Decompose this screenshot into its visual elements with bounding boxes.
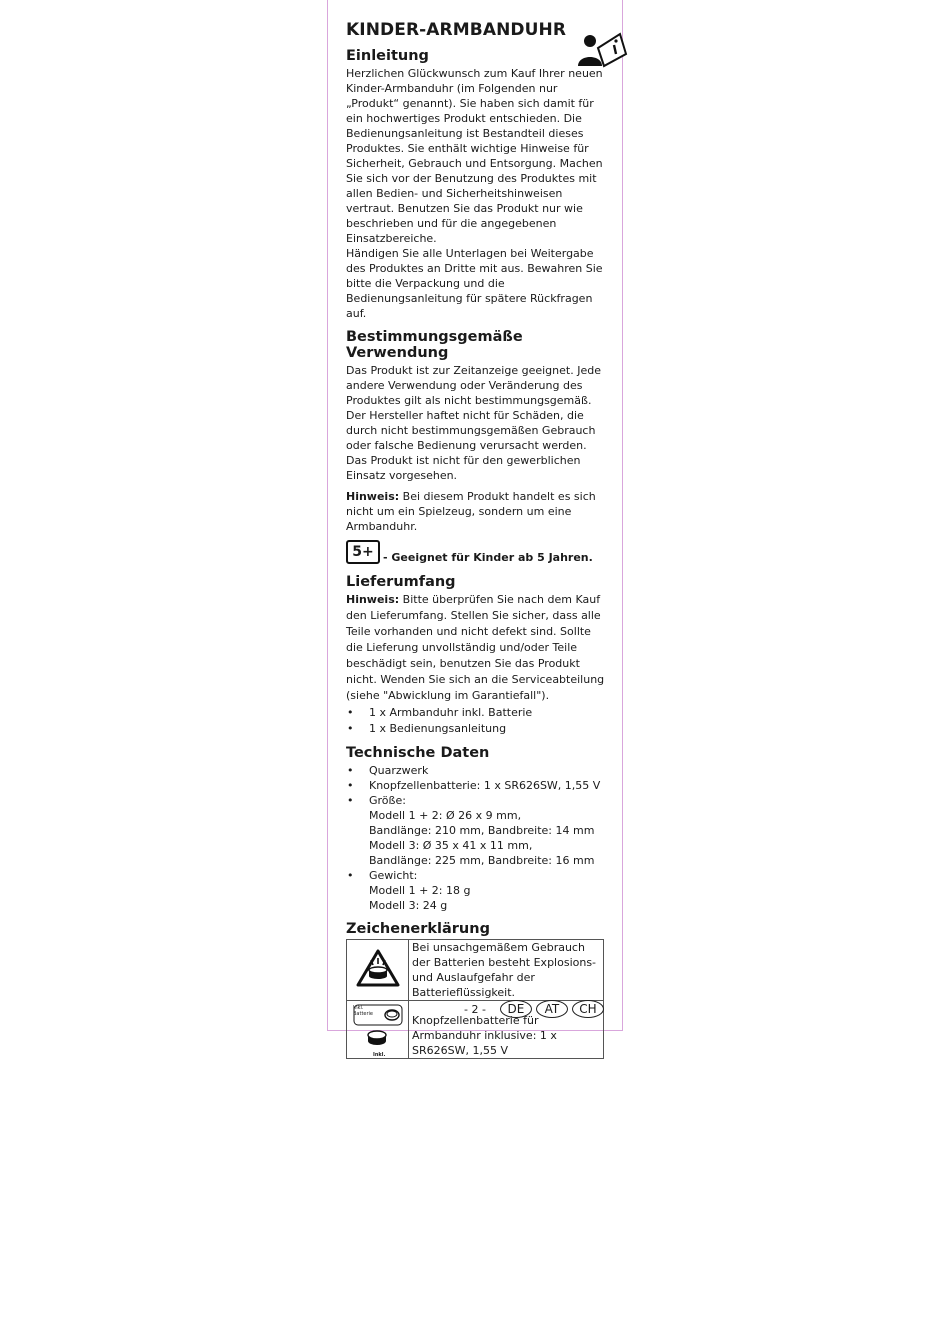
- list-item: [346, 778, 608, 793]
- age-recommendation: [346, 540, 608, 564]
- intended-use-heading: Bestimmungsgemäße Verwendung: [346, 329, 523, 361]
- note-label: Hinweis:: [346, 490, 400, 503]
- introduction-paragraph: Herzlichen Glückwunsch zum Kauf Ihrer neuen Kinder-Armbanduhr (im Folgenden nur „Produkt“ genannt). Sie haben sich damit für ein hochwertiges Produkt entschieden. Die Bedienungsanleitung ist Bestandteil dieses Produktes. Sie enthält wichtige Hinweise für Sicherheit, Gebrauch und Entsorgung. Machen Sie sich vor der Benutzung des Produktes mit allen Bedien- und Sicherheitshinweisen vertraut. Benutzen Sie das Produkt nur wie beschrieben und für die angegebenen Einsatzbereiche.: [346, 67, 603, 245]
- section-symbols: [346, 921, 608, 1059]
- page-title: KINDER-ARMBANDUHR: [346, 20, 567, 40]
- bullet: •: [347, 722, 354, 735]
- note-text: Bitte überprüfen Sie nach dem Kauf den Lieferumfang. Stellen Sie sicher, dass alle Teile vorhanden und nicht defekt sind. Sollte die Lieferung unvollständig und/oder Teile beschädigt sein, benutzen Sie das Produkt nicht. Wenden Sie sich an die Serviceabteilung (siehe "Abwicklung im Garantiefall").: [346, 593, 605, 702]
- country-code-at: AT: [536, 1000, 568, 1018]
- tech-item: Quarzwerk: [369, 764, 429, 777]
- bullet: •: [347, 869, 354, 882]
- list-item: [346, 793, 608, 868]
- list-item: [346, 868, 608, 913]
- battery-explosion-warning-icon: [356, 949, 400, 987]
- symbol-cell: [347, 1001, 409, 1059]
- tech-item: Gewicht:: [369, 869, 418, 882]
- symbol-cell: [347, 940, 409, 1001]
- scope-list: [346, 705, 608, 737]
- age-5-plus-icon: 5+: [346, 540, 380, 564]
- tech-sub-item: Modell 1 + 2: Ø 26 x 9 mm,: [369, 809, 522, 822]
- symbol-description: Bei unsachgemäßem Gebrauch der Batterien besteht Explosions- und Auslaufgefahr der Batterieflüssigkeit.: [409, 940, 604, 1001]
- introduction-paragraph-2: Händigen Sie alle Unterlagen bei Weitergabe des Produktes an Dritte mit aus. Bewahren Sie bitte die Verpackung und die Bedienungsanleitung für spätere Rückfragen auf.: [346, 247, 603, 320]
- section-technical-data: [346, 745, 608, 913]
- bullet: •: [347, 764, 354, 777]
- tech-sub-item: Bandlänge: 210 mm, Bandbreite: 14 mm: [369, 824, 595, 837]
- scope-item: 1 x Bedienungsanleitung: [369, 722, 507, 735]
- section-scope-of-delivery: [346, 574, 608, 737]
- scope-item: 1 x Armbanduhr inkl. Batterie: [369, 706, 533, 719]
- bullet: •: [347, 794, 354, 807]
- scope-heading: Lieferumfang: [346, 574, 456, 590]
- introduction-heading: Einleitung: [346, 48, 429, 64]
- note-text: Bei diesem Produkt handelt es sich nicht um ein Spielzeug, sondern um eine Armbanduhr.: [346, 490, 596, 533]
- section-introduction: [346, 48, 608, 321]
- tech-sub-item: Modell 3: 24 g: [369, 899, 448, 912]
- country-code-de: DE: [500, 1000, 532, 1018]
- list-item: [346, 763, 608, 778]
- symbol-description: Knopfzellenbatterie für Armbanduhr inklusive: 1 x SR626SW, 1,55 V: [409, 1001, 604, 1059]
- country-code-ch: CH: [572, 1000, 604, 1018]
- page-number: - 2 -: [464, 1002, 486, 1016]
- icon-label-top: Inkl. Batterie: [353, 1005, 374, 1017]
- tech-sub-item: Bandlänge: 225 mm, Bandbreite: 16 mm: [369, 854, 595, 867]
- note-label: Hinweis:: [346, 593, 400, 606]
- tech-item: Größe:: [369, 794, 406, 807]
- manual-page: [327, 0, 623, 1058]
- table-row: [347, 940, 604, 1001]
- bullet: •: [347, 706, 354, 719]
- age-text: - Geeignet für Kinder ab 5 Jahren.: [383, 551, 593, 564]
- intended-use-note: [346, 489, 608, 534]
- tech-sub-item: Modell 3: Ø 35 x 41 x 11 mm,: [369, 839, 533, 852]
- page-footer: [464, 1000, 608, 1018]
- scope-note: [346, 592, 608, 704]
- intended-use-paragraph: Das Produkt ist zur Zeitanzeige geeignet. Jede andere Verwendung oder Veränderung des Produktes gilt als nicht bestimmungsgemäß. Der Hersteller haftet nicht für Schäden, die durch nicht bestimmungsgemäßen Gebrauch oder falsche Bedienung verursacht werden. Das Produkt ist nicht für den gewerblichen Einsatz vorgesehen.: [346, 364, 601, 482]
- tech-heading: Technische Daten: [346, 745, 490, 761]
- icon-label-bottom: Inkl.: [373, 1052, 386, 1058]
- tech-sub-item: Modell 1 + 2: 18 g: [369, 884, 471, 897]
- symbols-table: [346, 939, 604, 1059]
- bullet: •: [347, 779, 354, 792]
- section-intended-use: [346, 329, 608, 564]
- list-item: [346, 705, 608, 721]
- symbols-heading: Zeichenerklärung: [346, 921, 490, 937]
- list-item: [346, 721, 608, 737]
- tech-list: [346, 763, 608, 913]
- tech-item: Knopfzellenbatterie: 1 x SR626SW, 1,55 V: [369, 779, 601, 792]
